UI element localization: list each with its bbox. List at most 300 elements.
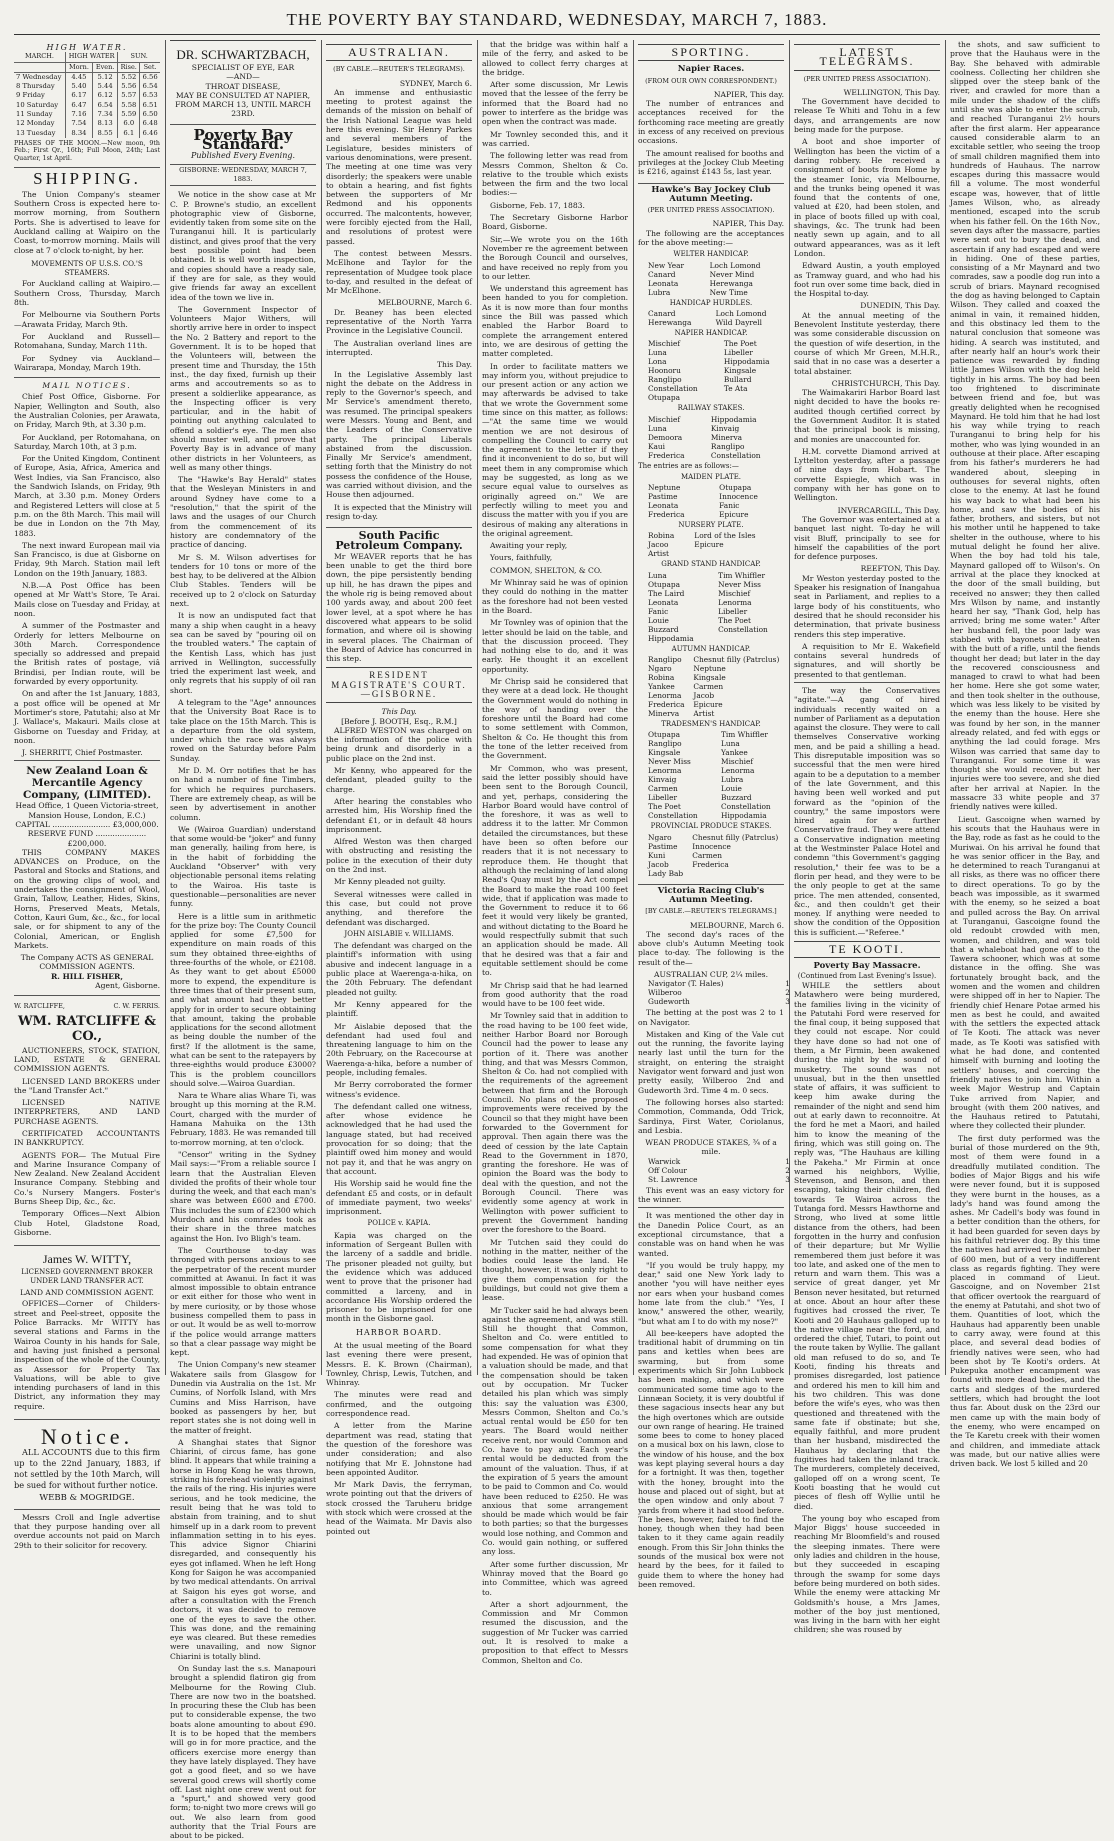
- horse-name: Leonata: [648, 501, 679, 511]
- notice-sign: WEBB & MOGRIDGE.: [39, 1493, 135, 1504]
- tekooti-cont: (Continued from Last Evening's Issue).: [797, 971, 937, 980]
- court-paragraph: After hearing the constables who arrested him, His Worship fined the defendant £1, or in default 48 hours imprisonment.: [326, 796, 472, 834]
- result-row: [646, 1157, 792, 1166]
- ad-line: THROAT DISEASE,: [205, 81, 281, 91]
- napier-paragraphs: [638, 99, 784, 176]
- harbour-paragraph: Mr Tutchen said they could do nothing in the matter, neither of the bodies could lease the land. He thought, however, it was only right to give them compensation for the buildings, but could not give them a lease.: [482, 1237, 628, 1303]
- sporting-paragraph: The betting at the post was 2 to 1 on Navigator.: [638, 1008, 784, 1027]
- tides-cell: 8.13: [92, 119, 117, 128]
- invercargill-paragraphs: [794, 515, 940, 561]
- movement-item: For Sydney via Auckland—Wairarapa, Monday, March 19th.: [14, 353, 160, 372]
- placing: 3: [785, 997, 790, 1007]
- horse-name: Kingsale: [723, 366, 757, 376]
- court-paragraph: Mr Kenny appeared for the plaintiff.: [326, 999, 472, 1019]
- tekooti-heading: TE KOOTI.: [794, 941, 940, 958]
- horse-name: Yankee: [648, 682, 675, 692]
- horse-name: Ranglipo: [710, 441, 745, 451]
- harbour-continued: [482, 40, 628, 1665]
- horse-name: Hippodamia: [721, 811, 767, 821]
- news-paragraph: It is expected that the Ministry will resign to-day.: [326, 502, 472, 521]
- horse-name: Luna: [648, 348, 667, 358]
- harbour-paragraph: Mr Chrisp said that he had learned from good authority that the road would have to be 100 feet wide.: [482, 980, 628, 1009]
- horse-name: Warwick: [648, 1156, 681, 1166]
- race-entry-row: [646, 842, 792, 851]
- horse-name: Otupapa: [648, 393, 681, 403]
- tides-col-header: MARCH.: [14, 52, 65, 62]
- horse-name: Herewanga: [709, 278, 753, 288]
- tides-cell: 7.16: [65, 110, 92, 119]
- race-entry-row: [646, 339, 792, 348]
- paper-sub: Published Every Evening.: [190, 151, 296, 161]
- tides-cell: 5.59: [118, 110, 140, 119]
- horse-name: Hippodamia: [723, 357, 770, 367]
- race-label: TRADESMEN'S HANDICAP.: [661, 720, 761, 729]
- tides-table: [14, 52, 160, 138]
- race-entry-row: [646, 442, 792, 451]
- invercargill-date: INVERCARGILL, This Day.: [837, 505, 940, 515]
- horse-name: Hippodamia: [710, 414, 757, 424]
- tides-cell: 6.12: [92, 91, 117, 100]
- race-entry-row: [646, 375, 792, 384]
- horse-name: Jacob: [693, 691, 715, 701]
- tides-row: [14, 119, 160, 128]
- placing: 2: [785, 988, 790, 998]
- editorial-paragraph: "Censor" writing in the Sydney Mail says:—"From a reliable source I learn that the Australian Eleven divided the profits of their whole tour during the week, and that each man's share was between £600 and £700. This includes the sum of £2300 which Murdoch and his comrades took as their share in the three matches against the Hon. Ivo Bligh's team.: [170, 1149, 316, 1243]
- australian-heading: AUSTRALIAN.: [326, 44, 472, 61]
- horse-name: Fanic: [719, 501, 740, 511]
- nzloan-text: THIS COMPANY MAKES ADVANCES on Produce, on the Pastoral and Stocks and Stations, and on the growing clips of wool, and undertakes the consignment of Wool, Grain, Tallow, Leather, Hides, Skins, Horns, Preserved Meats, Metals, Cotton, Kauri Gum, &c., &c., for local sale, or for shipment to any of the Colonial, American, or English Markets.: [14, 847, 160, 950]
- race-label: WELTER HANDICAP.: [673, 250, 749, 259]
- race-entry-table: [646, 571, 792, 643]
- tides-subheader: Even.: [92, 62, 117, 72]
- tekooti-paragraph: The young boy who escaped from Major Biggs' house succeeded in reaching Mr Bloomfield's and roused the sleeping inmates. There were only ladies and children in the house, but they succeeded in escaping through the swamp for some days before being murdered on both sides. While the enemy were attacking Mr Goldsmith's house, a Mrs James, mother of the boy just mentioned, was living in the barn with her eight children; she was roused by: [794, 1513, 940, 1635]
- horse-name: Neptune: [693, 664, 726, 674]
- horse-name: Robina: [648, 673, 675, 683]
- editorial-paragraph: On Sunday last the s.s. Manapouri brought a splendid flatiron gig from Melbourne for the Rowing Club. There are now two in the boatshed. In procuring these the Club has been put to considerable expense, the two boats alone amounting to about £90. It is to be hoped that the members will go in for more practice, and the officers exercise more energy than they have lately displayed. They have got a good fleet, and so we have several good crews will shortly come off. Last night one crew went out for a "spurt," and showed very good form; to-night two more crews will go out. We also learn from good authority that the Trial Fours are about to be picked.: [170, 1663, 316, 1841]
- napier-by: (FROM OUR OWN CORRESPONDENT.): [645, 76, 777, 85]
- tides-cell: 6.54: [142, 82, 158, 91]
- telegram-paragraph: A boot and shoe importer of Wellington has been the victim of a daring robbery. He received a consignment of boots from Home by the steamer Ionic, via Melbourne, and the trunks being opened it was found that the contents of one, valued at £20, had been stolen, and in place of boots filled up with coal, shavings, &c. The trunk had been neatly sewn up again, and to all outward appearances, was as it left London.: [794, 137, 940, 258]
- race-entry-row: [646, 793, 792, 802]
- telegram-paragraph: A requisition to Mr E. Wakefield contains several hundreds of signatures, and will shortly be presented to that gentleman.: [794, 641, 940, 679]
- harbour-paragraph: Gisborne, Feb. 17, 1883.: [490, 200, 585, 210]
- harbour-paragraph: Awaiting your reply,: [490, 541, 568, 551]
- telegram-paragraph: The Government have decided to release Te Whiti and Tohu in a few days, and arrangements are now being made for the purpose.: [794, 97, 940, 135]
- race-entry-table: [646, 261, 792, 297]
- ad-line: —AND—: [226, 72, 260, 82]
- nzloan-line: RESERVE FUND ..................... £200,000.: [27, 829, 147, 848]
- editorial-paragraph: We notice in the show case at Mr C. P. Browne's studio, an excellent photographic view of Gisborne, evidently taken from some site on the Turanganui hill. It is particularly distinct, and gives proof that the very best possible point had been obtained. It is well worth inspection, and copies should have a ready sale, if they are for sale, as they would give friends far away an excellent idea of the town we live in.: [170, 190, 316, 302]
- race-label: NAPIER HANDICAP.: [674, 328, 748, 337]
- horse-name: Mischief: [718, 588, 751, 598]
- dateline-sydney: SYDNEY, March 6.: [399, 78, 472, 88]
- race-entry-row: [646, 483, 792, 492]
- ratcliffe-heading: WM. RATCLIFFE & CO.,: [17, 1013, 157, 1044]
- horse-name: Epicure: [694, 540, 724, 550]
- witty-heading: James W. WITTY,: [42, 1252, 132, 1267]
- hbjc-by: (PER UNITED PRESS ASSOCIATION).: [647, 206, 775, 215]
- editorial-paragraph: The Courthouse to-day was thronged with persons anxious to see the perpetrator of the recent murder committed at Awanui. In fact it was almost impossible to obtain entrance or exit either for those who went in by mere curiosity, or by those whose business compelled them to pass in or out. It would be as well to-morrow if the police would arrange matters so that a clear passage way might be kept.: [170, 1245, 316, 1358]
- horse-name: Robina: [648, 531, 675, 541]
- race-label: NURSERY PLATE.: [678, 521, 744, 530]
- telegram-paragraph: H.M. corvette Diamond arrived at Lyttelton yesterday, after a passage of nine days from Hobart. The corvette Espiegle, which was in company with her has gone on to Wellington.: [794, 446, 940, 503]
- horse-name: Otupapa: [648, 579, 681, 589]
- nzloan-lines: [14, 801, 160, 847]
- horse-name: Epicure: [693, 700, 723, 710]
- horse-name: Lady Bab: [648, 868, 684, 878]
- result-row: [646, 988, 792, 997]
- vrc-cup-results: [646, 979, 792, 1006]
- partner-name: W. RATCLIFFE,: [14, 1002, 65, 1011]
- race-entry-row: [646, 682, 792, 691]
- movement-item: For Melbourne via Southern Ports—Arawata Friday, March 9th.: [14, 310, 160, 329]
- tides-cell: 5.12: [92, 72, 117, 82]
- vrc-paragraphs: [638, 1008, 784, 1135]
- harbour-heading: HARBOR BOARD.: [356, 1327, 442, 1337]
- race-entry-row: [646, 531, 792, 540]
- misc-paragraph: It was mentioned the other day in the Danedin Police Court, as an exceptional circumstance, that a constable was on hand when he was wanted.: [638, 1211, 784, 1258]
- court-paragraph: The defendant called one witness, after whose evidence he acknowledged that he had used the language stated, but had received provocation for so doing; that the plaintiff owed him money and would not pay it, and that he was angry on that account.: [326, 1101, 472, 1176]
- ad-line: MAY BE CONSULTED AT NAPIER,: [175, 90, 311, 100]
- sporting-paragraph: The following horses also started: Commotion, Commanda, Odd Trick, Sardinya, First Water, Coriolanus, and Lesbia.: [638, 1097, 784, 1135]
- race-label: RAILWAY STAKES.: [677, 404, 745, 413]
- horse-name: Ranglipo: [648, 655, 682, 665]
- nzloan-sign-name: R. HILL FISHER,: [51, 971, 123, 981]
- tides-col-header: SUN.: [118, 52, 160, 62]
- harbour-paragraph: Mr Townley seconded this, and it was carried.: [482, 129, 628, 148]
- dunedin-paragraphs: [794, 311, 940, 376]
- column-4: [482, 40, 629, 1665]
- horse-name: Epicure: [719, 510, 749, 520]
- news-paragraph: The Australian overland lines are interrupted.: [326, 338, 472, 357]
- horse-name: Demoora: [648, 432, 683, 442]
- mail-heading: MAIL NOTICES.: [14, 377, 160, 390]
- nzloan-line: CAPITAL ........................ £3,000,000.: [15, 819, 159, 829]
- race-entry-row: [646, 424, 792, 433]
- horse-name: Canard: [648, 269, 676, 279]
- race-entry-row: [646, 348, 792, 357]
- vrc-cup: AUSTRALIAN CUP, 2¼ miles.: [653, 969, 768, 979]
- horse-name: Frederica: [692, 859, 729, 869]
- race-entry-row: [646, 571, 792, 580]
- tides-cell: 6.46: [142, 128, 158, 137]
- race-entry-row: [646, 748, 792, 757]
- horse-name: Loch Lomond: [715, 308, 767, 318]
- horse-name: Libeller: [648, 793, 678, 803]
- mail-paragraph: Chief Post Office, Gisborne. For Napier, Wellington and South, also the Australian Colonies, per Arawata, on Friday, March 9th, at 3.30 p.m.: [14, 392, 160, 430]
- movement-item: For Auckland calling at Waipiro.—Southern Cross, Thursday, March 8th.: [14, 279, 160, 308]
- masthead-title: THE POVERTY BAY STANDARD, WEDNESDAY, MARCH 7, 1883.: [286, 10, 828, 29]
- tides-cell: 12 Monday: [14, 119, 65, 128]
- race-entry-row: [646, 811, 792, 820]
- horse-name: Wild Dayrell: [715, 317, 763, 327]
- tides-cell: 5.57: [118, 91, 140, 100]
- ad-lines: [170, 63, 316, 119]
- horse-name: Chesnut filly (Patrclus): [692, 832, 779, 842]
- rm-before: [Before J. BOOTH, Esq., R.M.]: [341, 716, 457, 726]
- thisday-paragraphs: [326, 370, 472, 522]
- race-entry-row: [646, 784, 792, 793]
- sporting-paragraph: The number of entrances and acceptances received for the forthcoming race meeting are greatly in excess of any received on previous occasions.: [638, 99, 784, 146]
- horse-name: Carmen: [648, 784, 678, 794]
- telegram-paragraph: Mr Weston yesterday posted to the Speaker his resignation of Inangahua seat in Parliament, and replies to a large body of his constituents, who desired that he should reconsider his determination, that private business renders this step imperative.: [794, 573, 940, 639]
- harbour-paragraph: Mr Townley was of opinion that the letter should be laid on the table, and that the discussion proceed. They had nothing else to do, and it was early. He thought it an excellent opportunity.: [482, 618, 628, 674]
- horse-name: Mischief: [721, 757, 754, 767]
- notice-heading: Notice.: [40, 1424, 134, 1450]
- dateline-melbourne: MELBOURNE, March 6.: [377, 298, 472, 308]
- vrc-date: MELBOURNE, March 6.: [689, 920, 784, 930]
- rm-paragraphs: [326, 726, 472, 927]
- horse-name: The Laird: [648, 588, 685, 598]
- horse-name: Frederica: [648, 450, 685, 460]
- hbjc-intro: The following are the acceptances for the above meeting:—: [638, 228, 784, 248]
- tekooti-paragraphs: [794, 981, 940, 1635]
- horse-name: Artist: [648, 549, 669, 559]
- court-paragraph: Mr Kenny, who appeared for the defendant, pleaded guilty to the charge.: [326, 766, 472, 794]
- race-entry-table: [646, 309, 792, 327]
- tides-cell: 7 Wednesday: [14, 72, 65, 82]
- horse-name: Hippodamia: [648, 633, 694, 643]
- editorial-paragraph: Mr D. M. Orr notifies that he has on hand a number of fine Timbers, for which he requires purchasers. There are extremely cheap, as will be seen by advertisement in another column.: [170, 766, 316, 822]
- vrc-stakes: WEAN PRODUCE STAKES, ¾ of a mile.: [645, 1138, 777, 1157]
- race-entry-row: [646, 655, 792, 664]
- harbour-paragraph: We understand this agreement has been handed to you for completion. As it is now more than four months since the Bill was passed which enabled the Harbor Board to complete the arrangement entered into, we are desirous of getting the matter completed.: [482, 284, 628, 359]
- horse-name: Carmen: [692, 850, 722, 860]
- mail-paragraph: J. SHERRITT, Chief Postmaster.: [22, 748, 143, 758]
- tides-subheader: Set.: [140, 62, 160, 72]
- race-entry-row: [646, 501, 792, 510]
- race-entry-row: [646, 318, 792, 327]
- telegram-paragraph: Edward Austin, a youth employed as Tramway guard, and who had his foot run over some time back, died in the Hospital to-day.: [794, 261, 940, 299]
- telegram-paragraph: The Waimakariri Harbor Board last night decided to have the books re-audited though certified correct by the Government Auditor. It is stated that the principal book is missing, and monies are unaccounted for.: [794, 388, 940, 444]
- horse-name: Libeller: [723, 348, 753, 358]
- latest-heading: LATEST TELEGRAMS.: [794, 44, 940, 71]
- tides-cell: 10 Saturday: [14, 101, 65, 110]
- horse-name: Neptune: [648, 483, 681, 493]
- rm-day: This Day.: [381, 707, 417, 717]
- race-entry-row: [646, 757, 792, 766]
- tides-cell: 5.40: [65, 82, 92, 91]
- ratcliffe-footer: Temporary Offices—Next Albion Club Hotel, Gladstone Road, Gisborne.: [14, 1209, 160, 1237]
- tides-subheader: Rise.: [118, 62, 140, 72]
- petroleum-text: Mr WEAVER reports that he has been unable to get the third bore down, the pipe persistently bending up hill, he has drawn the pipes and the whole rig is being removed about 100 yards away, and about 200 feet lower level, at a spot where he has discovered what appears to be solid formation, and where oil is showing in several places. The Chairman of the Board of Advice has concurred in this step.: [326, 551, 472, 664]
- horse-name: Jacoo: [648, 540, 669, 550]
- tides-cell: 5.44: [92, 82, 117, 91]
- tides-body: [14, 72, 160, 138]
- latest-by: (PER UNITED PRESS ASSOCIATION).: [803, 74, 931, 83]
- tides-cell: 6.17: [65, 91, 92, 100]
- court-paragraph: Mr Kenny pleaded not guilty.: [334, 877, 446, 887]
- horse-name: Hoonoru: [648, 366, 681, 376]
- tekooti-sub: Poverty Bay Massacre.: [813, 961, 921, 972]
- horse-name: Constellation: [718, 624, 768, 634]
- race-entry-row: [646, 451, 792, 460]
- dateline-thisday: This Day.: [436, 360, 472, 370]
- race-label: HANDICAP HURDLES.: [669, 298, 753, 307]
- horse-name: Luna: [721, 739, 740, 749]
- tides-cell: 9 Friday: [14, 91, 65, 100]
- mail-paragraph: A summer of the Postmaster and Orderly for letters Melbourne on 30th March. Correspondence specially so addressed and prepaid the British rates of postage, viâ Brindisi, per Indian route, will be forwarded by every opportunity.: [14, 621, 160, 687]
- race-entry-row: [646, 288, 792, 297]
- tides-cell: 8.34: [65, 129, 92, 138]
- editorial-paragraph: Nara te Whare alias Whare Ti, was brought up this morning at the R.M. Court, charged with the murder of Hamana Mahuika on the 13th February, 1883. He was remanded till to-morrow morning, at ten o'clock.: [170, 1091, 316, 1147]
- race-entry-row: [646, 589, 792, 598]
- ad-title: DR. SCHWARTZBACH,: [176, 47, 310, 62]
- race-entry-row: [646, 580, 792, 589]
- race-label: MAIDEN PLATE.: [680, 472, 742, 481]
- horse-name: [690, 869, 792, 878]
- harbour-paragraph: At the usual meeting of the Board last evening there were present, Messrs. E. K. Brown (Chairman), Townley, Chrisp, Lewis, Tutchen, and Whinray.: [326, 1341, 472, 1388]
- ratcliffe-partners: [14, 1002, 160, 1011]
- tides-subheader: [14, 62, 65, 72]
- tides-cell: 7.34: [92, 110, 117, 119]
- race-entry-table: [646, 655, 792, 718]
- misc-paragraphs: [638, 1207, 784, 1589]
- horse-name: Mischief: [648, 414, 681, 424]
- horse-name: Ranglipo: [648, 739, 682, 749]
- horse-name: Kinvaig: [710, 423, 740, 433]
- paper-title: Poverty Bay Standard.: [193, 125, 293, 154]
- horse-name: Otupapa: [719, 483, 752, 493]
- misc-paragraph: "If you would be truly happy, my dear," said one New York lady to another "you will have neither eyes nor ears when your husband comes home late from the club." "Yes, I know," answered the other, wearily, "but what am I to do with my nose?": [638, 1260, 784, 1326]
- mail-paragraph: On and after the 1st January, 1883, a post office will be opened at Mr Mortimer's store, Patutahi; also at Mr J. Wallace's, Makauri. Mails close at Gisborne on Tuesday and Friday, at noon.: [14, 689, 160, 745]
- telegram-paragraph: The Governor was entertained at a banquet last night. To-day he will visit Bluff, principally to see for himself the capabilities of the port for defence purposes.: [794, 514, 940, 562]
- tides-cell: 4.45: [65, 72, 92, 82]
- race-entry-table: [646, 730, 792, 820]
- ratcliffe-line: AGENTS FOR— The Mutual Fire and Marine Insurance Company of New Zealand. New Zealand Accident Insurance Company. Stebbing and Co.'s Nursery Mangers. Foster's Burns Sheep Dip, &c., &c.: [14, 1150, 160, 1207]
- horse-name: Kuni: [648, 850, 666, 860]
- horse-name: Minerva: [648, 709, 680, 719]
- tekooti-paragraph: The first duty performed was the burial of those murdered on the 9th, most of them were found in a dreadfully mutilated condition. The bodies of Major Biggs and his wife were never found, but it is supposed they were burnt in the houses, as a lady's hand was found among the ashes. Mr Cadell's body was found in a better condition than the others, for it had been guarded for seven days by his faithful retriever dog. By this time the natives had arrived to the number of 600 men, but of a very indifferent class as regards fighting. They were placed in command of Lieut. Gascoigne, and on November 21st that officer overtook the rearguard of the enemy at Patutahi, and shot two of them. Quantities of loot, which the Hauhaus had apparently been unable to carry away, were found at this place, and several dead bodies of friendly natives were seen, who had been shot by Te Kooti's orders. At Pukepuka another encampment was found with more dead bodies, and the carts and sledges of the murdered settlers, which had brought the loot thus far. About dusk on the 23rd our men came up with the main body of the enemy, who were encamped on the Te Karetu creek with their women and children, and immediate attack was made, but our native allies were driven back. We lost 5 killed and 20: [950, 1133, 1100, 1469]
- ratcliffe-line: LICENSED NATIVE INTERPRETERS, AND LAND PURCHASE AGENTS.: [14, 1098, 160, 1126]
- hbjc-date: NAPIER, This Day.: [712, 219, 784, 229]
- result-row: [646, 1175, 792, 1184]
- tides-cell: 6.48: [142, 119, 158, 128]
- race-entry-row: [646, 709, 792, 718]
- dunedin-date: DUNEDIN, This Day.: [860, 301, 940, 311]
- horse-name: New Time: [709, 287, 748, 297]
- horse-name: Yankee: [721, 748, 748, 758]
- tides-row: [14, 101, 160, 110]
- tekooti-continued: [950, 40, 1100, 1468]
- horse-name: Bullard: [723, 375, 752, 385]
- race-entry-row: [646, 607, 792, 616]
- editorial-paragraphs: [170, 190, 316, 1840]
- tekooti-paragraph: Lieut. Gascoigne when warned by his scouts that the Hauhaus were in the Bay, rode as fast as he could to the Muriwai. On his arrival he found that he was senior officer in the Bay, and he determined to reach Turanganui at all risks, as there was no officer there to direct operations. To go by the beach was impossible, as it swarmed with the enemy, so he seized a boat and pulled across the Bay. On arrival at Turanganui, Gascoigne found the old redoubt crowded with men, women, and children, and was told that a whaleboat had gone off to the Tawera schooner, which was at some distance in the offing. She was fortunately brought back, and the women and the women and children were shipped off in her to Napier. The friendly chief Henare Potae armed his men as best he could, and awaited with the settlers the expected attack of Te Kooti. The attack was never made, as Te Kooti was satisfied with what he had done, and contented himself with burning and looting the settlers' houses, and coercing the friendly natives to join him. Within a week Major Westrup and Captain Tuke arrived from Napier, and brought (with them 200 natives, and the Hauhaus retired to Patutahi, where they collected their plunder.: [950, 814, 1100, 1131]
- horse-name: Innocence: [692, 841, 731, 851]
- nzloan-line: Head Office, 1 Queen Victoria-street, Mansion House, London, E.C.): [15, 801, 159, 820]
- column-7: [950, 40, 1100, 1469]
- tides-cell: 6.53: [142, 91, 158, 100]
- horse-name: Louie: [721, 784, 742, 794]
- column-3: [326, 40, 472, 1536]
- masthead-rule: [14, 34, 1100, 35]
- harbour-paragraph: A letter from the Marine department was read, stating that the question of the foreshore was under consideration; and also notifying that Mr E. Johnstone had been appointed Auditor.: [326, 1421, 472, 1477]
- editorial-paragraph: We (Wairoa Guardian) understand that some would-be "joker" and funny man generally, hailing from here, is in the habit of forbidding the Auckland "Observer" with very objectionable personal items relating to the Wairoa. His taste is questionable—personalities are never funny.: [170, 824, 316, 909]
- horse-name: Lord of the Isles: [694, 531, 756, 541]
- placing: 3: [785, 1174, 790, 1184]
- editorial-paragraph: Here is a little sum in arithmetic for the prize boy: The County Council applied for some £7,500 for expenditure on main roads of this sum they obtained three-eighths of three-fourths of the whole, or £2108. As they want to get about £5000 more to expend, the expenditure is three times that of their present sum, and what amount had they better apply for in order to secure obtaining that amount, taking the probable applications for the second allotment as being double the number of the first? If the allotment is the same, what can be sent to the ratepayers by three-eighths would produce £3000? This is the problem councillors should solve.—Wairoa Guardian.: [170, 911, 316, 1088]
- harbour-paragraph: The following letter was read from Messrs Common, Shelton & Co. relative to the trouble which exists between the firm and the two local bodies:—: [482, 151, 628, 198]
- tides-cell: 8 Thursday: [14, 82, 65, 91]
- case-heading: JOHN AISLABIE v. WILLIAMS.: [344, 929, 454, 938]
- race-entry-row: [646, 860, 792, 869]
- harbour-paragraph: Yours, faithfully,: [490, 553, 553, 563]
- editorial-paragraph: Mr S. M. Wilson advertises for tenders for 10 tons or more of the best hay, to be delivered at the Albion Club Stables. Tenders will be received up to 2 o'clock on Saturday next.: [170, 552, 316, 609]
- tides-row: [14, 129, 160, 138]
- column-6: [794, 40, 940, 1635]
- harbour-paragraph: Mr Common, who was present, said the letter possibly should have been sent to the Borough Council, and yet, perhaps, considering the Harbor Board would have control of the foreshore, it was as well to address it to the latter. Mr Common detailed the circumstances, but these have been so often before our readers that it is not necessary to reproduce them. He thought that although the reclaiming of land along Read's Quay must by the Act compel the Board to make the road 100 feet wide, that if application was made to the Government to reduce it to 66 feet it would very likely be granted, and without dictating to the Board he would respectfully submit that such an application should be made. All that he desired was that a fair and equitable settlement should be come to.: [482, 763, 628, 978]
- tides-subheader: Morn.: [65, 62, 92, 72]
- christchurch-date: CHRISTCHURCH, This Day.: [831, 378, 940, 388]
- witty-text: OFFICES—Corner of Childers-street and Peel-street, opposite the Police Barracks. Mr WITTY has several stations and Farms in the Wairoa County in his hands for Sale, and having just finished a personal inspection of the whole of the County, as Assessor for Property Tax Valuations, will be able to give intending purchasers of land in this District, any information they may require.: [14, 1299, 160, 1411]
- ratcliffe-ad: [14, 999, 160, 1246]
- horse-name: Te Ata: [723, 384, 748, 394]
- horse-name: Jacob: [648, 859, 669, 869]
- race-entry-row: [646, 775, 792, 784]
- race-entry-row: [646, 634, 792, 643]
- horse-name: Louie: [648, 615, 669, 625]
- horse-name: Tim Whiffler: [718, 570, 766, 580]
- race-entry-row: [646, 549, 792, 558]
- court-paragraph: ALFRED WESTON was charged on the information of the police with being drunk and disorderly in a public place on the 2nd inst.: [326, 725, 472, 763]
- race-entry-row: [646, 598, 792, 607]
- sporting-paragraph: Mistaken and King of the Vale cut out the running, the favorite laying nearly last until the turn for the straight, on entering the straight Navigator went forward and just won pretty easily, Wilberoo 2nd and Gudeworth 3rd. Time 4 m. 0 secs.: [638, 1029, 784, 1095]
- witty-sub2: LAND AND COMMISSION AGENT.: [20, 1288, 154, 1298]
- rm-heading: RESIDENT MAGISTRATE'S COURT.—GISBORNE.: [326, 667, 472, 703]
- race-entry-row: [646, 851, 792, 860]
- race-entry-table: [646, 339, 792, 402]
- horse-name: Innocence: [719, 492, 758, 502]
- horse-name: Ranglipo: [648, 375, 682, 385]
- nzloan-ad: [14, 760, 160, 996]
- horse-name: Fanic: [648, 606, 669, 616]
- horse-name: Lubra: [648, 287, 671, 297]
- race-entry-row: [646, 673, 792, 682]
- mail-paragraph: N.B.—A Post Office has been opened at Mr Watt's Store, Te Arai. Mails close on Tuesday and Friday, at noon.: [14, 581, 160, 618]
- horse-name: Never Miss: [648, 757, 691, 767]
- vrc-stakes-results: [646, 1157, 792, 1184]
- horse-name: Carmen: [693, 682, 724, 692]
- nzloan-agent: The Company ACTS AS GENERAL COMMISSION AGENTS.: [20, 953, 154, 972]
- horse-name: Constellation: [710, 450, 761, 460]
- police-text: Kapia was charged on the information of Sergeant Bullen with the larceny of a saddle and bridle. The prisoner pleaded not guilty, but the evidence which was adduced went to prove that the prisoner had committed a larceny, and in accordance His Worship ordered the prisoner to be imprisoned for one month in the Gisborne gaol.: [326, 1230, 472, 1324]
- tides-cell: 6.50: [142, 110, 158, 119]
- horse-name: Otupapa: [648, 730, 681, 740]
- christchurch-paragraphs: [794, 388, 940, 503]
- movements-heading: MOVEMENTS OF U.S.S. CO.'S STEAMERS.: [31, 258, 143, 278]
- sporting-paragraph: The amount realised for booths and privileges at the Jockey Club Meeting is £216, against £143 5s, last year.: [638, 148, 784, 177]
- race-entry-row: [646, 492, 792, 501]
- tides-cell: 6.47: [65, 101, 92, 110]
- ratcliffe-text: AUCTIONEERS, STOCK, STATION, LAND, ESTATE & GENERAL COMMISSION AGENTS.: [14, 1045, 160, 1074]
- horse-name: Canard: [648, 308, 676, 318]
- race-entry-row: [646, 279, 792, 288]
- horse-name: St. Lawrence: [648, 1174, 698, 1184]
- ratcliffe-line: LICENSED LAND BROKERS under the "Land Transfer Act.": [14, 1076, 160, 1095]
- horse-name: Lona: [648, 357, 667, 367]
- horse-name: Constellation: [648, 811, 698, 821]
- race-entry-row: [646, 393, 792, 402]
- race-entries: [638, 250, 784, 877]
- dateline: GISBORNE: WEDNESDAY, MARCH 7, 1883.: [170, 164, 316, 187]
- race-entry-table: [646, 415, 792, 460]
- horse-name: Constellation: [721, 802, 771, 812]
- race-entry-table: [646, 833, 792, 878]
- column-divider: [633, 40, 634, 1375]
- napier-date: NAPIER, This day.: [713, 89, 784, 99]
- nzloan-heading: New Zealand Loan & Mercantile Agency Company, (LIMITED).: [23, 765, 151, 802]
